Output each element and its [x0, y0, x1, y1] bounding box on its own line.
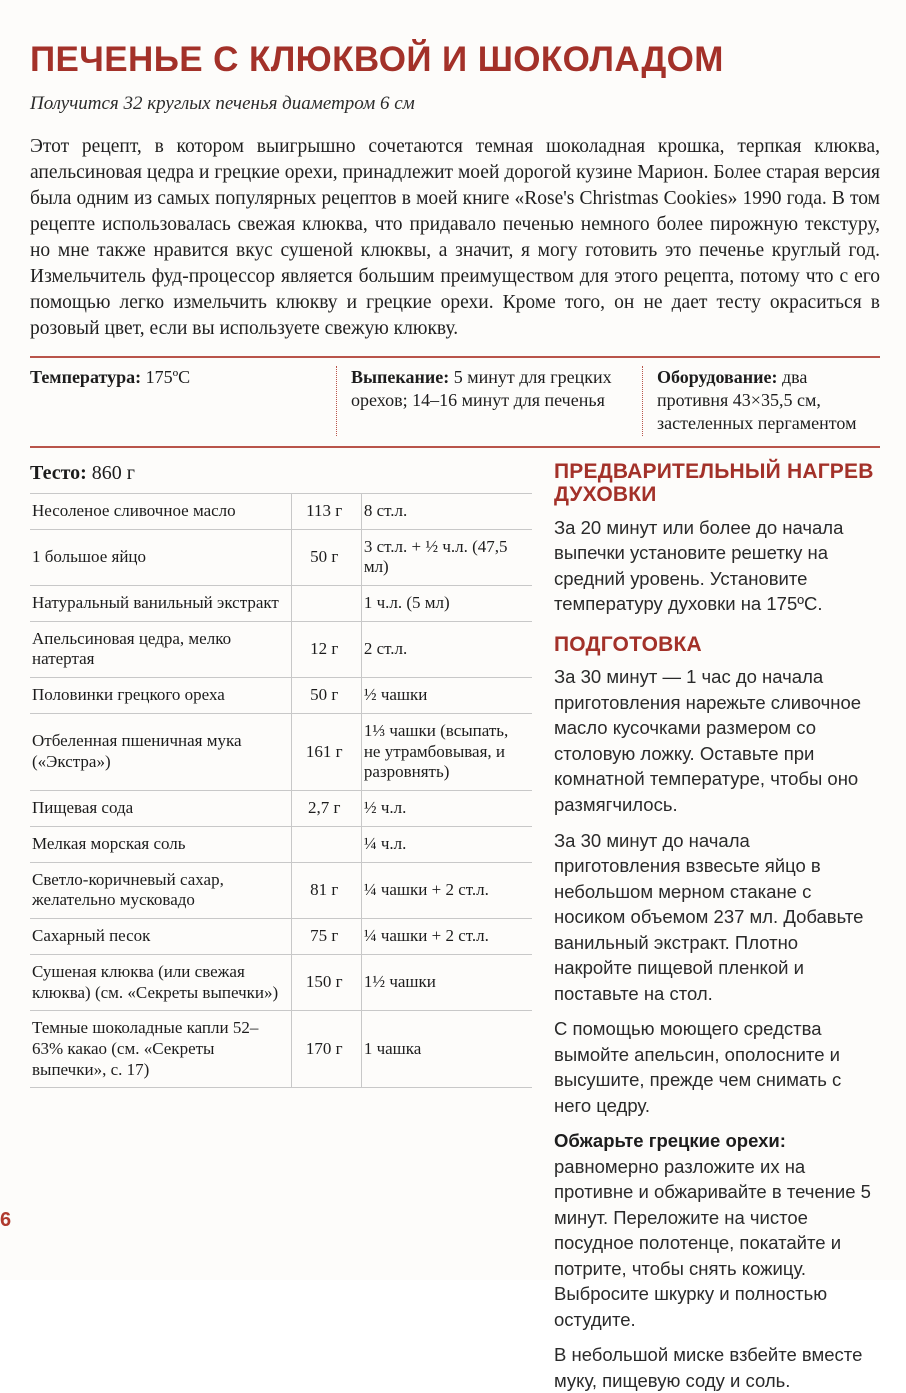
ingredient-volume: ½ чашки — [361, 678, 532, 714]
recipe-yield: Получится 32 круглых печенья диаметром 6 см — [30, 92, 415, 114]
sidebar-column — [546, 460, 880, 1393]
walnut-paragraph — [554, 1128, 880, 1332]
spec-baking-label: Выпекание: — [351, 366, 450, 387]
prep-paragraph-3: С помощью моющего средства вымойте апельсин, ополосните и высушите, прежде чем снимать с него цедру. — [554, 1018, 842, 1116]
ingredient-metric: 161 г — [291, 713, 361, 790]
ingredient-volume: 1⅓ чашки (всыпать, не утрамбовывая, и разровнять) — [361, 713, 532, 790]
table-row — [30, 862, 532, 918]
ingredient-volume: 1 чашка — [361, 1011, 532, 1088]
page-title: ПЕЧЕНЬЕ С КЛЮКВОЙ И ШОКОЛАДОМ — [30, 40, 724, 79]
ingredient-name: Светло-коричневый сахар, желательно мусковадо — [30, 862, 291, 918]
ingredient-volume: 3 ст.л. + ½ ч.л. (47,5 мл) — [361, 529, 532, 585]
recipe-intro: Этот рецепт, в котором выигрышно сочетаются темная шоколадная крошка, терпкая клюква, апельсиновая цедра и грецкие орехи, принадлежит моей дорогой кузине Марион. Более старая версия была одним из самых популярных рецептов в моей книге «Rose's Christmas Cookies» 1990 года. В том рецепте использовалась свежая клюква, что придавало печенью немного более пирожную текстуру, но мне также нравится вкус сушеной клюквы, а значит, я могу готовить это печенье круглый год. Измельчитель фуд-процессор является большим преимуществом для этого рецепта, потому что с его помощью легко измельчить клюкву и грецкие орехи. Кроме того, он не дает тесту окраситься в розовый цвет, если вы используете свежую клюкву. — [30, 136, 880, 339]
ingredient-metric — [291, 826, 361, 862]
table-row — [30, 713, 532, 790]
preheat-heading: ПРЕДВАРИТЕЛЬНЫЙ НАГРЕВ ДУХОВКИ — [554, 459, 874, 507]
ingredient-volume: 8 ст.л. — [361, 493, 532, 529]
ingredient-metric: 2,7 г — [291, 791, 361, 827]
table-row — [30, 791, 532, 827]
ingredient-metric: 12 г — [291, 621, 361, 677]
ingredient-name: Отбеленная пшеничная мука («Экстра») — [30, 713, 291, 790]
ingredient-metric: 75 г — [291, 919, 361, 955]
ingredient-volume: 1½ чашки — [361, 954, 532, 1010]
preheat-text: За 20 минут или более до начала выпечки установите решетку на средний уровень. Установите температуру духовки на 175ºC. — [554, 516, 844, 615]
body-columns — [30, 460, 880, 1393]
spec-baking — [336, 366, 642, 436]
walnut-text: равномерно разложите их на противне и обжаривайте в течение 5 минут. Переложите на чистое посудное полотенце, покатайте и потрите, чтобы снять кожицу. Выбросите шкурку и полностью остудите. — [554, 1155, 871, 1330]
spec-temperature — [30, 366, 336, 436]
ingredient-name: Несоленое сливочное масло — [30, 493, 291, 529]
spec-baking-value: 5 минут для грецких орехов; 14–16 минут для печенья — [351, 366, 612, 411]
ingredient-metric — [291, 586, 361, 622]
dough-weight: 860 г — [91, 461, 135, 484]
table-row — [30, 529, 532, 585]
ingredient-volume: ¼ ч.л. — [361, 826, 532, 862]
ingredient-name: Натуральный ванильный экстракт — [30, 586, 291, 622]
ingredient-metric: 50 г — [291, 529, 361, 585]
ingredient-name: Апельсиновая цедра, мелко натертая — [30, 621, 291, 677]
prep-paragraph-1: За 30 минут — 1 час до начала приготовления нарежьте сливочное масло кусочками размером со столовую ложку. Оставьте при комнатной температуре, чтобы оно размягчилось. — [554, 666, 862, 815]
table-row — [30, 919, 532, 955]
table-row — [30, 954, 532, 1010]
ingredient-volume: ¼ чашки + 2 ст.л. — [361, 919, 532, 955]
ingredient-metric: 170 г — [291, 1011, 361, 1088]
ingredient-name: 1 большое яйцо — [30, 529, 291, 585]
ingredient-volume: 1 ч.л. (5 мл) — [361, 586, 532, 622]
page-number: 6 — [0, 1209, 12, 1231]
table-row — [30, 621, 532, 677]
ingredient-name: Пищевая сода — [30, 791, 291, 827]
spec-equipment-value: два противня 43×35,5 см, застеленных пергаментом — [657, 366, 857, 434]
walnut-label: Обжарьте грецкие орехи: — [554, 1130, 786, 1152]
ingredient-metric: 113 г — [291, 493, 361, 529]
ingredient-metric: 81 г — [291, 862, 361, 918]
ingredient-name: Сахарный песок — [30, 919, 291, 955]
dough-label: Тесто: — [30, 461, 87, 484]
recipe-specs — [30, 356, 880, 448]
ingredient-name: Сушеная клюква (или свежая клюква) (см. «Секреты выпечки») — [30, 954, 291, 1010]
ingredient-metric: 50 г — [291, 678, 361, 714]
spec-equipment-label: Оборудование: — [657, 366, 778, 387]
ingredient-name: Темные шоколадные капли 52–63% какао (см. «Секреты выпечки», с. 17) — [30, 1011, 291, 1088]
ingredients-column — [30, 460, 546, 1393]
final-paragraph: В небольшой миске взбейте вместе муку, пищевую соду и соль. — [554, 1344, 863, 1391]
spec-equipment — [642, 366, 880, 436]
table-row — [30, 678, 532, 714]
ingredient-volume: ½ ч.л. — [361, 791, 532, 827]
ingredients-table — [30, 493, 532, 1089]
spec-temperature-value: 175ºC — [145, 366, 191, 387]
ingredient-metric: 150 г — [291, 954, 361, 1010]
table-row — [30, 493, 532, 529]
dough-heading — [30, 462, 532, 485]
ingredient-name: Мелкая морская соль — [30, 826, 291, 862]
prep-paragraph-2: За 30 минут до начала приготовления взвесьте яйцо в небольшом мерном стакане с носиком объемом 237 мл. Добавьте ванильный экстракт. Плотно накройте пищевой пленкой и поставьте на стол. — [554, 829, 864, 1004]
table-row — [30, 826, 532, 862]
table-row — [30, 1011, 532, 1088]
ingredient-volume: 2 ст.л. — [361, 621, 532, 677]
table-row — [30, 586, 532, 622]
spec-temperature-label: Температура: — [30, 366, 142, 387]
ingredient-volume: ¼ чашки + 2 ст.л. — [361, 862, 532, 918]
prep-heading: ПОДГОТОВКА — [554, 632, 702, 656]
ingredient-name: Половинки грецкого ореха — [30, 678, 291, 714]
